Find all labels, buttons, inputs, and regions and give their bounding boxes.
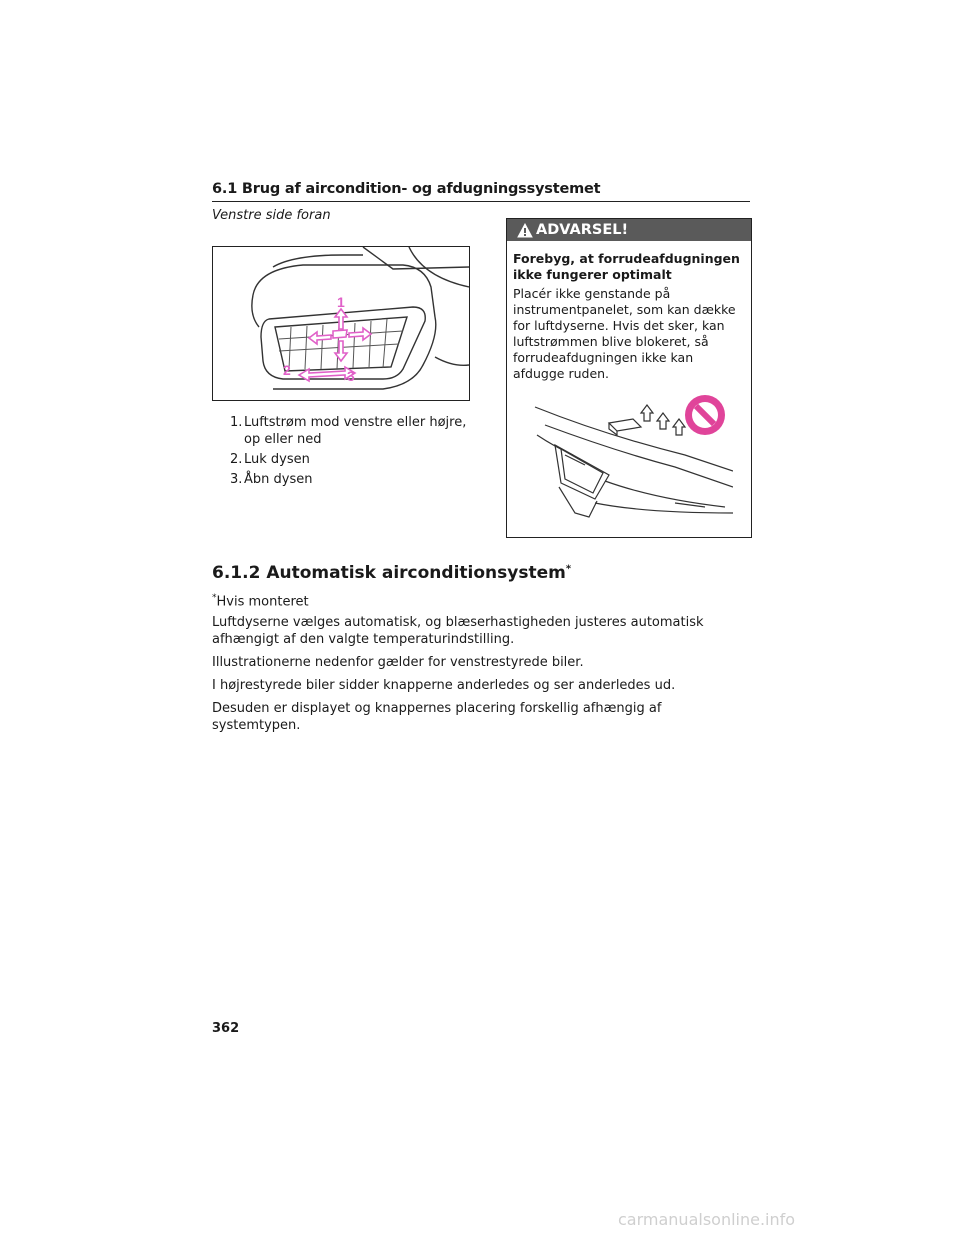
callout-3: 3 [347,368,355,384]
page-header [212,178,750,202]
warning-triangle-icon [517,223,533,238]
paragraph: I højrestyrede biler sidder knapperne anderledes og ser anderledes ud. [212,678,676,693]
footnote: *Hvis monteret [212,593,309,610]
warning-box [506,218,752,538]
paragraph: Desuden er displayet og knappernes placering forskellig afhængig af systemtypen. [212,701,662,733]
warning-body: Placér ikke genstande på instrumentpanelet, som kan dække for luftdyserne. Hvis det sker, kan luftstrømmen blive blokeret, så forrudeafdugningen ikke kan afdugge ruden. [513,286,736,381]
steps-list [230,414,480,491]
air-vent-illustration [212,246,470,401]
warning-label: ADVARSEL! [536,222,629,238]
page-number: 362 [212,1021,240,1036]
list-item: 3. Åbn dysen [230,472,313,487]
list-item: 1. Luftstrøm mod venstre eller højre, op eller ned [230,415,467,447]
footer-watermark: carmanualsonline.info [618,1210,796,1229]
callout-1: 1 [337,294,345,310]
page-header-title: 6.1 Brug af aircondition- og afdugningssystemet [212,181,601,197]
list-item: 2. Luk dysen [230,452,310,467]
figure-caption: Venstre side foran [212,208,331,223]
warning-title: Forebyg, at forrudeafdugningen ikke fungerer optimalt [513,251,740,282]
callout-2: 2 [283,362,291,378]
prohibition-icon [685,395,725,435]
dashboard-illustration [525,395,733,525]
warning-label-wrap [517,222,628,238]
section-title: 6.1.2 Automatisk airconditionsystem* [212,563,572,583]
paragraph: Luftdyserne vælges automatisk, og blæserhastigheden justeres automatisk afhængigt af den valgte temperaturindstilling. [212,615,704,647]
air-vent-drawing [213,247,469,400]
paragraph: Illustrationerne nedenfor gælder for venstrestyrede biler. [212,655,584,670]
